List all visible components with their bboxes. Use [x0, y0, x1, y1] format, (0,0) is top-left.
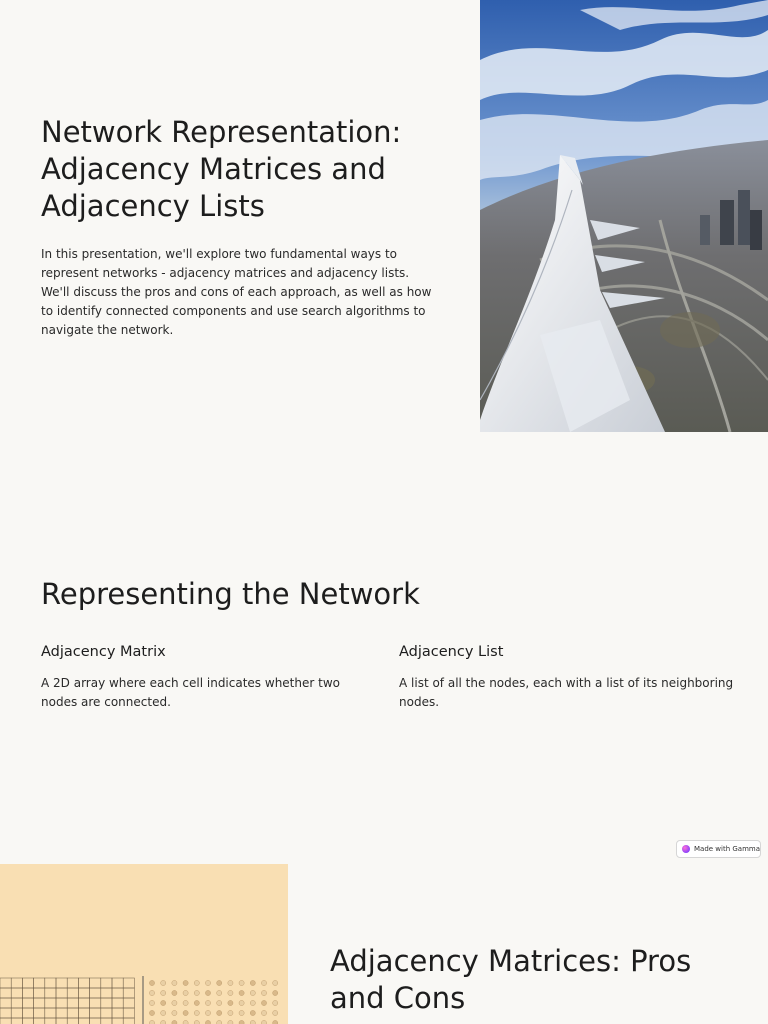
- made-with-gamma-badge[interactable]: [676, 840, 761, 858]
- section-title: Representing the Network: [41, 577, 420, 611]
- adjacency-matrix-heading: Adjacency Matrix: [41, 644, 166, 660]
- hero-description: In this presentation, we'll explore two fundamental ways to represent networks - adjacency matrices and adjacency lists. We'll discuss the pros and cons of each approach, as well as how to identify connected components and use search algorithms to navigate the network.: [41, 247, 432, 337]
- adjacency-list-heading: Adjacency List: [399, 644, 504, 660]
- pros-cons-title: Adjacency Matrices: Pros and Cons: [330, 944, 692, 1015]
- badge-label: Made with Gamma: [694, 845, 761, 853]
- matrix-illustration: [0, 864, 288, 1024]
- adjacency-matrix-text: A 2D array where each cell indicates whether two nodes are connected.: [41, 676, 340, 709]
- airplane-wing-photo: [480, 0, 768, 432]
- adjacency-list-text: A list of all the nodes, each with a list of its neighboring nodes.: [399, 676, 734, 709]
- gamma-logo-icon: [682, 845, 690, 853]
- hero-title: Network Representation: Adjacency Matrices and Adjacency Lists: [41, 115, 402, 223]
